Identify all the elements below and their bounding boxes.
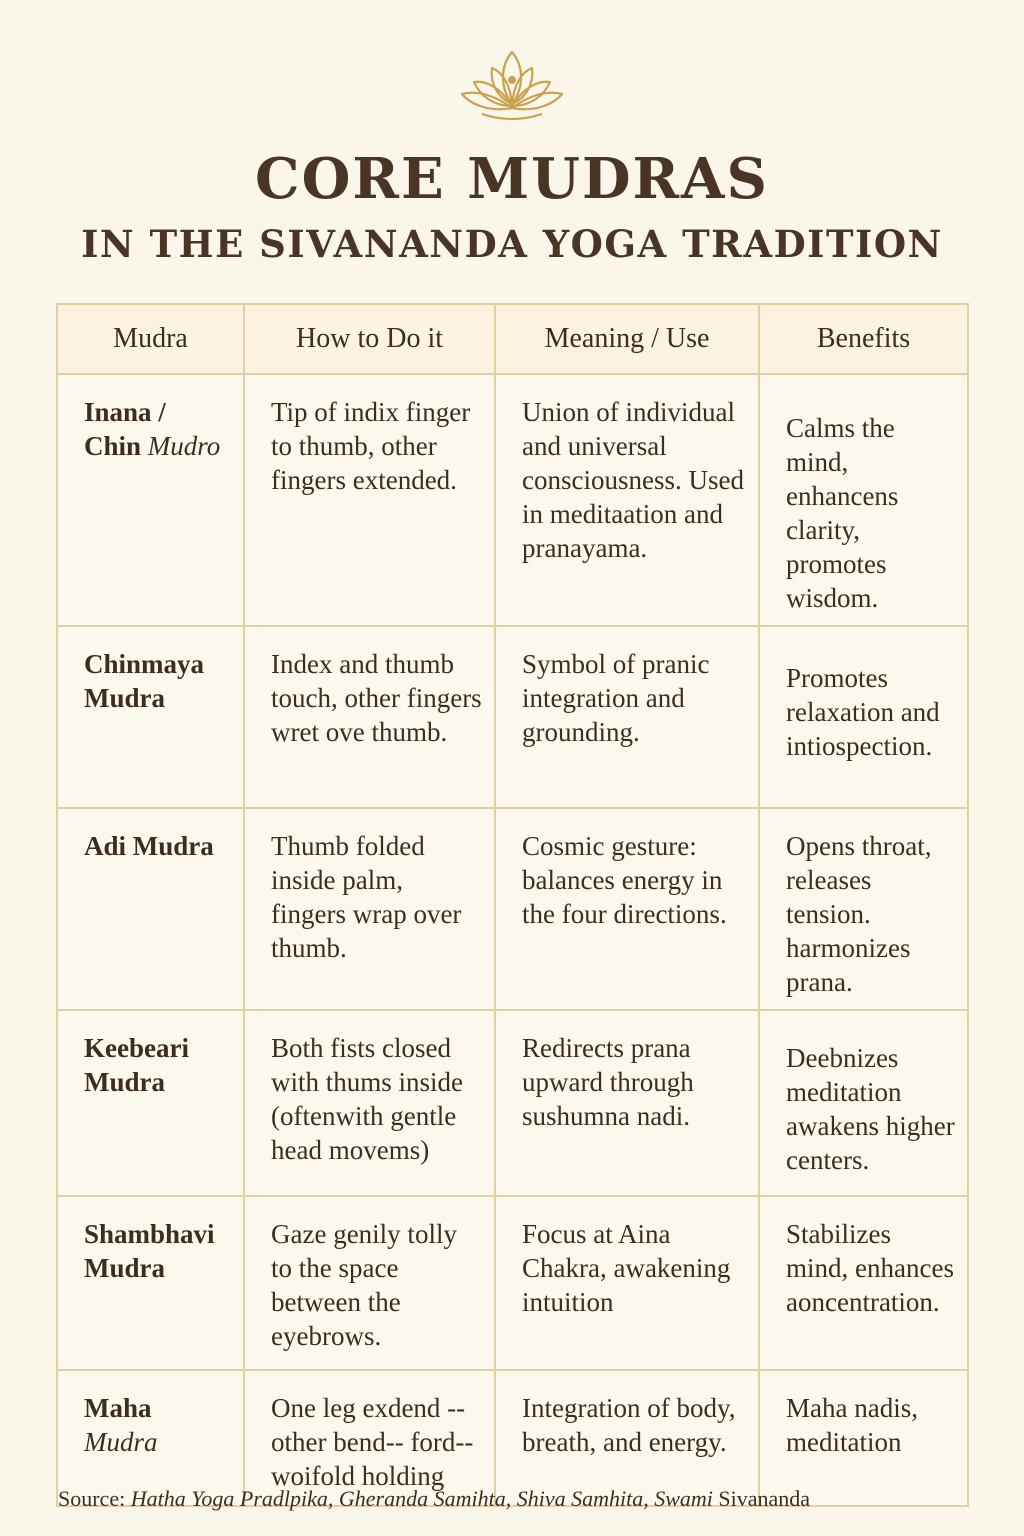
table-row	[57, 808, 968, 1010]
mudra-name: Maha Mudra	[57, 1370, 244, 1506]
how-to-cell: Both fists closed with thums inside (oftenwith gentle head movems)	[244, 1010, 495, 1196]
source-citation: Source: Hatha Yoga Pradlpika, Gheranda Samihta, Shiva Samhita, Swami Sivananda	[58, 1486, 811, 1511]
mudra-name: Shambhavi Mudra	[57, 1196, 244, 1370]
mudra-name: Keebeari Mudra	[57, 1010, 244, 1196]
mudra-name: Chinmaya Mudra	[57, 626, 244, 808]
meaning-cell: Symbol of pranic integration and grounding.	[495, 626, 759, 808]
table-header-row	[57, 304, 968, 374]
mudra-name: Adi Mudra	[57, 808, 244, 1010]
page-title: CORE MUDRAS	[255, 146, 769, 212]
column-header-benefits: Benefits	[759, 304, 968, 374]
meaning-cell: Integration of body, breath, and energy.	[495, 1370, 759, 1506]
benefits-cell: Stabilizes mind, enhances aoncentration.	[759, 1196, 968, 1370]
mudra-name: Inana / Chin Mudro	[57, 374, 244, 626]
meaning-cell: Redirects prana upward through sushumna nadi.	[495, 1010, 759, 1196]
meaning-cell: Union of individual and universal consciousness. Used in meditaation and pranayama.	[495, 374, 759, 626]
benefits-cell: Opens throat, releases tension. harmonizes prana.	[759, 808, 968, 1010]
mudra-table	[56, 303, 969, 1507]
meaning-cell: Cosmic gesture: balances energy in the four directions.	[495, 808, 759, 1010]
benefits-cell: Maha nadis, meditation	[759, 1370, 968, 1506]
column-header-how: How to Do it	[244, 304, 495, 374]
source-works: Hatha Yoga Pradlpika, Gheranda Samihta, Shiva Samhita, Swami	[130, 1486, 713, 1511]
column-header-mudra: Mudra	[57, 304, 244, 374]
how-to-cell: Thumb folded inside palm, fingers wrap over thumb.	[244, 808, 495, 1010]
column-header-meaning: Meaning / Use	[495, 304, 759, 374]
benefits-cell: Promotes relaxation and intiospection.	[759, 626, 968, 808]
how-to-cell: Gaze genily tolly to the space between the eyebrows.	[244, 1196, 495, 1370]
table-row	[57, 626, 968, 808]
how-to-cell: Tip of indix finger to thumb, other fingers extended.	[244, 374, 495, 626]
meaning-cell: Focus at Aina Chakra, awakening intuition	[495, 1196, 759, 1370]
lotus-icon	[456, 44, 568, 126]
how-to-cell: One leg exdend -- other bend-- ford-- woifold holding	[244, 1370, 495, 1506]
page-subtitle: IN THE SIVANANDA YOGA TRADITION	[81, 222, 943, 266]
how-to-cell: Index and thumb touch, other fingers wret ove thumb.	[244, 626, 495, 808]
table-row	[57, 374, 968, 626]
benefits-cell: Calms the mind, enhancens clarity, promotes wisdom.	[759, 374, 968, 626]
benefits-cell: Deebnizes meditation awakens higher centers.	[759, 1010, 968, 1196]
table-row	[57, 1010, 968, 1196]
table-row	[57, 1196, 968, 1370]
